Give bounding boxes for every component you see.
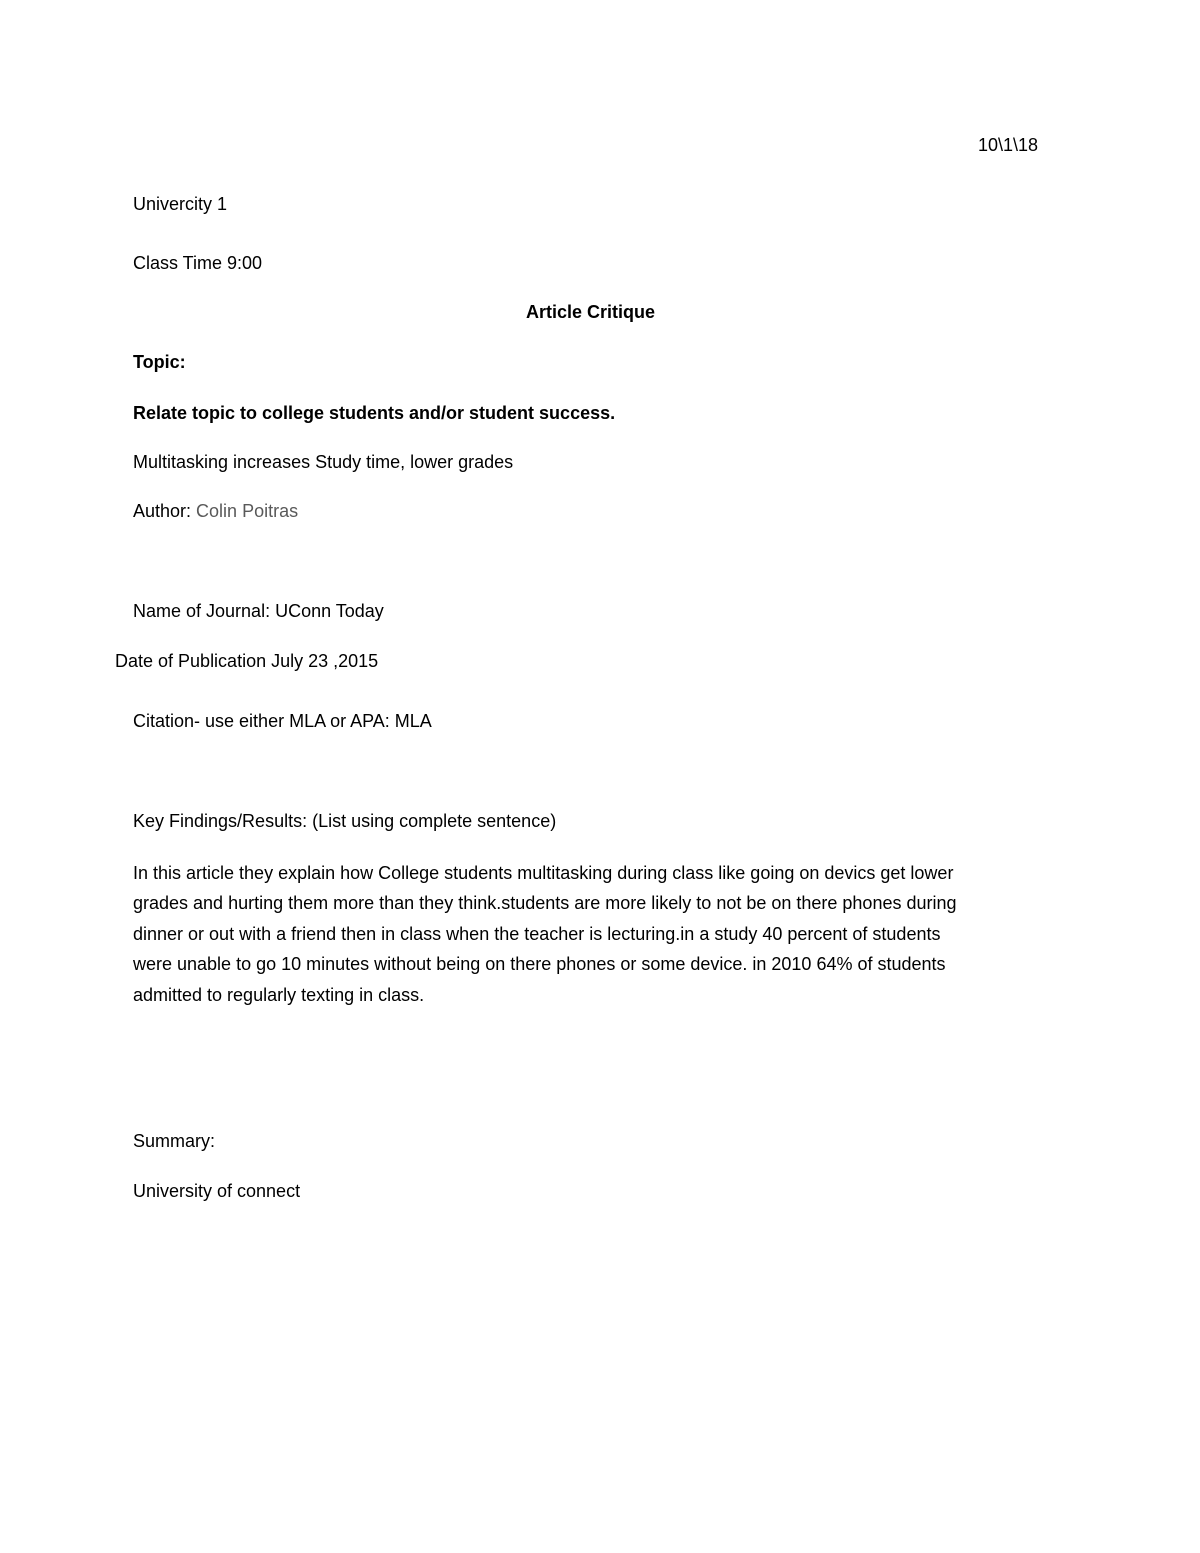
key-findings-line: grades and hurting them more than they think.students are more likely to not be on there phones during [133, 893, 957, 914]
topic-label: Topic: [133, 352, 186, 372]
document-title: Article Critique [525, 302, 656, 322]
topic-value: Multitasking increases Study time, lower grades [133, 452, 514, 472]
summary-label: Summary: [133, 1131, 216, 1151]
key-findings-body [133, 858, 1063, 1010]
document-date: 10\1\18 [978, 135, 1039, 155]
key-findings-line: admitted to regularly texting in class. [133, 984, 425, 1005]
key-findings-label: Key Findings/Results: (List using complete sentence) [133, 811, 557, 831]
relate-prompt: Relate topic to college students and/or student success. [133, 403, 616, 423]
class-time-line: Class Time 9:00 [133, 253, 263, 273]
university-line: Univercity 1 [133, 194, 228, 214]
author-value: Colin Poitras [196, 501, 299, 521]
author-label: Author: [133, 501, 197, 521]
key-findings-line: were unable to go 10 minutes without being on there phones or some device. in 2010 64% of students [133, 954, 946, 975]
key-findings-line: dinner or out with a friend then in class when the teacher is lecturing.in a study 40 percent of students [133, 923, 941, 944]
citation-line: Citation- use either MLA or APA: MLA [133, 711, 432, 731]
key-findings-line: In this article they explain how College students multitasking during class like going on devics get lower [133, 863, 954, 883]
publication-date-line: Date of Publication July 23 ,2015 [115, 651, 379, 671]
author-line [133, 500, 298, 522]
summary-value: University of connect [133, 1181, 301, 1201]
journal-line: Name of Journal: UConn Today [133, 601, 384, 621]
